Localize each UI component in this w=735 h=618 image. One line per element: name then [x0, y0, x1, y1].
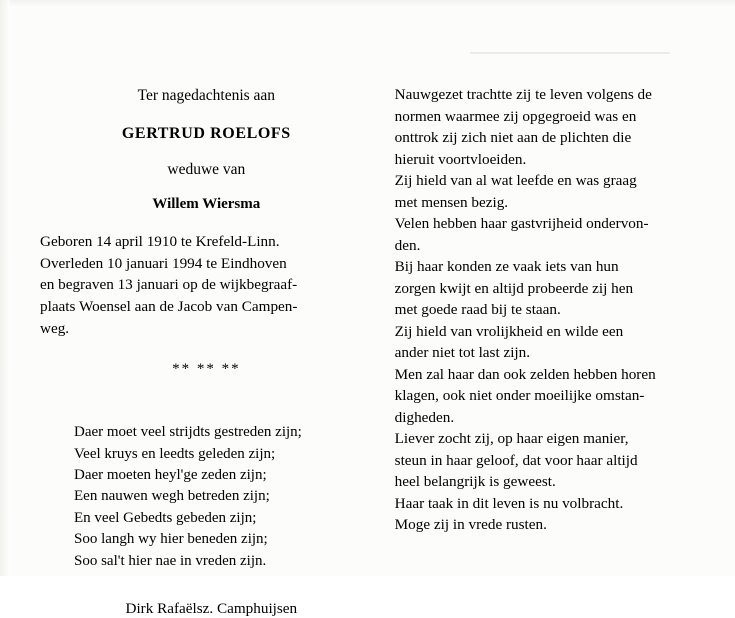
tribute-line: Moge zij in vrede rusten. [394, 516, 547, 533]
biography-block [40, 231, 373, 339]
left-column [22, 70, 383, 618]
tribute-block [395, 84, 707, 536]
tribute-line: hieruit voortvloeiden. [394, 150, 527, 168]
biography-line: Geboren 14 april 1910 te Krefeld-Linn. [40, 233, 280, 251]
poem-line: Daer moet veel strijdts gestreden zijn; [74, 424, 302, 441]
tribute-line: steun in haar geloof, dat voor haar altijd [394, 451, 638, 469]
poem-block [40, 422, 373, 572]
tribute-line: heel belangrijk is geweest. [394, 473, 556, 490]
tribute-line: met goede raad bij te staan. [394, 301, 561, 318]
tribute-line: digheden. [394, 408, 455, 426]
dedication-text: Ter nagedachtenis aan [137, 87, 276, 104]
relation-text: weduwe van [167, 161, 246, 179]
decorative-separator: ** ** ** [172, 361, 241, 378]
right-column [383, 70, 713, 552]
tribute-line: den. [394, 236, 421, 254]
tribute-line: ander niet tot last zijn. [394, 344, 531, 361]
tribute-line: onttrok zij zich niet aan de plichten die [394, 129, 632, 146]
biography-line: plaats Woensel aan de Jacob van Campen- [40, 297, 298, 315]
tribute-line: Liever zocht zij, op haar eigen manier, [394, 430, 629, 447]
tribute-line: Velen hebben haar gastvrijheid ondervon- [394, 215, 649, 232]
poem-line: Veel kruys en leedts geleden zijn; [74, 445, 276, 462]
tribute-line: met mensen bezig. [394, 193, 509, 211]
tribute-line: Men zal haar dan ook zelden hebben horen [394, 365, 656, 383]
poem-line: Soo langh wy hier beneden zijn; [74, 531, 268, 548]
tribute-line: Bij haar konden ze vaak iets van hun [394, 258, 619, 275]
poem-line: Soo sal't hier nae in vreden zijn. [74, 552, 267, 569]
tribute-line: normen waarmee zij opgegroeid was en [394, 107, 637, 125]
tribute-line: zorgen kwijt en altijd probeerde zij hen [394, 279, 634, 297]
poem-line: Daer moeten heyl'ge zeden zijn; [74, 467, 267, 484]
poem-line: En veel Gebedts gebeden zijn; [74, 509, 257, 526]
tribute-line: Haar taak in dit leven is nu volbracht. [394, 494, 624, 512]
poem-line: Een nauwen wegh betreden zijn; [74, 488, 270, 505]
biography-line: Overleden 10 januari 1994 te Eindhoven [40, 254, 287, 272]
tribute-line: Nauwgezet trachtte zij te leven volgens de [394, 86, 652, 103]
poem-author: Dirk Rafaëlsz. Camphuijsen [125, 600, 298, 618]
tribute-line: Zij hield van vrolijkheid en wilde een [394, 322, 624, 340]
biography-line: en begraven 13 januari op de wijkbegraaf- [40, 276, 298, 294]
tribute-line: Zij hield van al wat leefde en was graag [394, 172, 637, 189]
spouse-name: Willem Wiersma [152, 196, 261, 213]
deceased-name: GERTRUD ROELOFS [121, 125, 291, 143]
tribute-line: klagen, ook niet onder moeilijke omstan- [394, 387, 645, 404]
biography-line: weg. [40, 319, 70, 337]
